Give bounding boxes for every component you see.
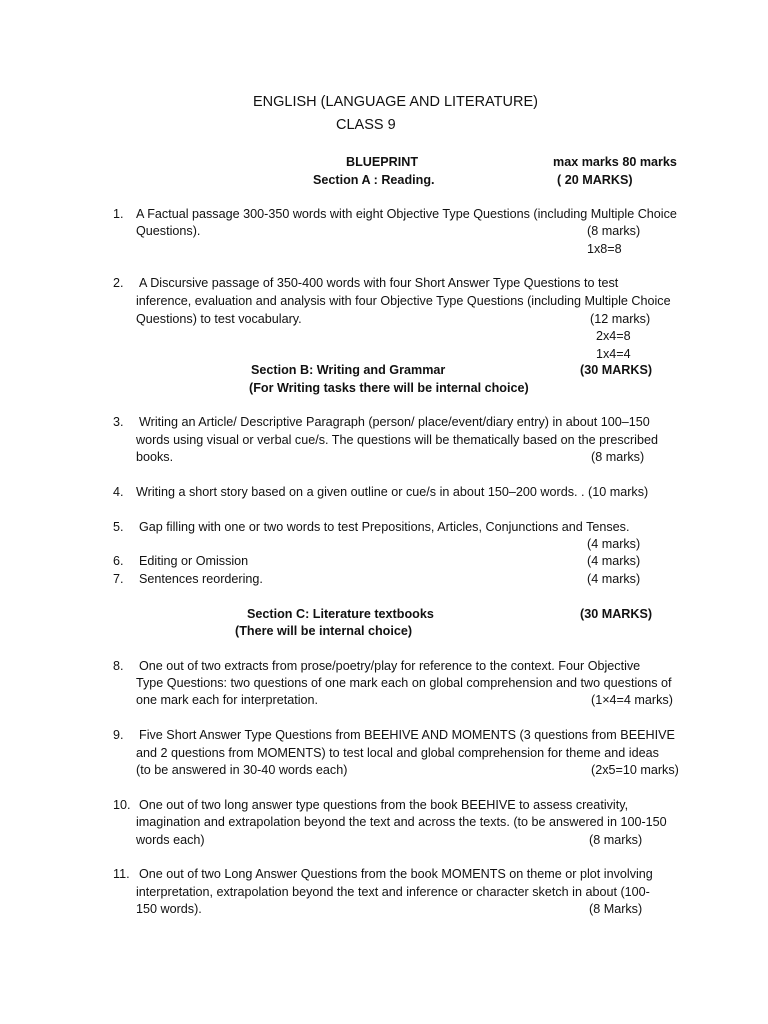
item-text-line: words using visual or verbal cue/s. The questions will be thematically based on the prescribed — [136, 433, 658, 447]
item-marks: (12 marks) — [590, 312, 651, 326]
section-c-note: (There will be internal choice) — [235, 624, 413, 638]
item-text-line: one mark each for interpretation. — [136, 693, 319, 707]
item-number: 11. — [113, 867, 130, 881]
item-number: 9. — [113, 728, 124, 742]
section-b-marks: (30 MARKS) — [580, 363, 653, 377]
section-a-heading: Section A : Reading. — [313, 173, 435, 187]
item-text-line: A Factual passage 300-350 words with eight Objective Type Questions (including Multiple Choice — [136, 207, 677, 221]
item-number: 7. — [113, 572, 124, 586]
item-text-line: Sentences reordering. — [139, 572, 263, 586]
item-number: 10. — [113, 798, 131, 812]
document-title: ENGLISH (LANGUAGE AND LITERATURE) — [253, 94, 538, 110]
item-text-line: One out of two long answer type questions from the book BEEHIVE to assess creativity, — [139, 798, 629, 812]
class-label: CLASS 9 — [336, 117, 396, 133]
item-marks: (4 marks) — [587, 537, 641, 551]
item-number: 1. — [113, 207, 124, 221]
item-marks: (8 marks) — [591, 450, 645, 464]
item-text-line: inference, evaluation and analysis with four Objective Type Questions (including Multiple Choice — [136, 294, 671, 308]
item-number: 6. — [113, 554, 124, 568]
blueprint-label: BLUEPRINT — [346, 155, 419, 169]
item-marks: (4 marks) — [587, 554, 641, 568]
section-b-heading: Section B: Writing and Grammar — [251, 363, 446, 377]
item-text-line: imagination and extrapolation beyond the text and across the texts. (to be answered in 100-150 — [136, 815, 667, 829]
item-text-line: Questions). — [136, 224, 201, 238]
section-b-note: (For Writing tasks there will be internal choice) — [249, 381, 529, 395]
item-marks: (1×4=4 marks) — [591, 693, 673, 707]
section-c-heading: Section C: Literature textbooks — [247, 607, 434, 621]
item-marks: (8 marks) — [589, 833, 643, 847]
item-text-line: Five Short Answer Type Questions from BEEHIVE AND MOMENTS (3 questions from BEEHIVE — [139, 728, 675, 742]
item-marks: (8 Marks) — [589, 902, 643, 916]
item-number: 4. — [113, 485, 124, 499]
item-number: 5. — [113, 520, 124, 534]
item-text-line: (to be answered in 30-40 words each) — [136, 763, 348, 777]
section-a-marks: ( 20 MARKS) — [557, 173, 633, 187]
item-marks: (4 marks) — [587, 572, 641, 586]
item-text-line: Editing or Omission — [139, 554, 249, 568]
item-number: 8. — [113, 659, 124, 673]
item-text-line: and 2 questions from MOMENTS) to test local and global comprehension for theme and ideas — [136, 746, 659, 760]
item-text-line: words each) — [136, 833, 205, 847]
item-text-line: One out of two Long Answer Questions from the book MOMENTS on theme or plot involving — [139, 867, 653, 881]
item-marks: (8 marks) — [587, 224, 641, 238]
item-text-line: Writing an Article/ Descriptive Paragraph (person/ place/event/diary entry) in about 100–150 — [139, 415, 650, 429]
item-text-line: books. — [136, 450, 174, 464]
max-marks-label: max marks 80 marks — [553, 155, 677, 169]
item-text-line: Gap filling with one or two words to test Prepositions, Articles, Conjunctions and Tenses. — [139, 520, 630, 534]
item-text-line: Writing a short story based on a given outline or cue/s in about 150–200 words. . (10 marks) — [136, 485, 649, 499]
item-text-line: A Discursive passage of 350-400 words with four Short Answer Type Questions to test — [139, 276, 619, 290]
item-text-line: 150 words). — [136, 902, 202, 916]
item-text-line: Type Questions: two questions of one mark each on global comprehension and two questions of — [136, 676, 672, 690]
item-calc: 2x4=8 — [596, 329, 631, 343]
item-text-line: interpretation, extrapolation beyond the text and inference or character sketch in about (100- — [136, 885, 650, 899]
item-number: 3. — [113, 415, 124, 429]
item-number: 2. — [113, 276, 124, 290]
item-text-line: One out of two extracts from prose/poetry/play for reference to the context. Four Objective — [139, 659, 641, 673]
section-c-marks: (30 MARKS) — [580, 607, 653, 621]
item-text-line: Questions) to test vocabulary. — [136, 312, 302, 326]
item-marks: (2x5=10 marks) — [591, 763, 679, 777]
item-calc: 1x4=4 — [596, 347, 631, 361]
item-calc: 1x8=8 — [587, 242, 622, 256]
